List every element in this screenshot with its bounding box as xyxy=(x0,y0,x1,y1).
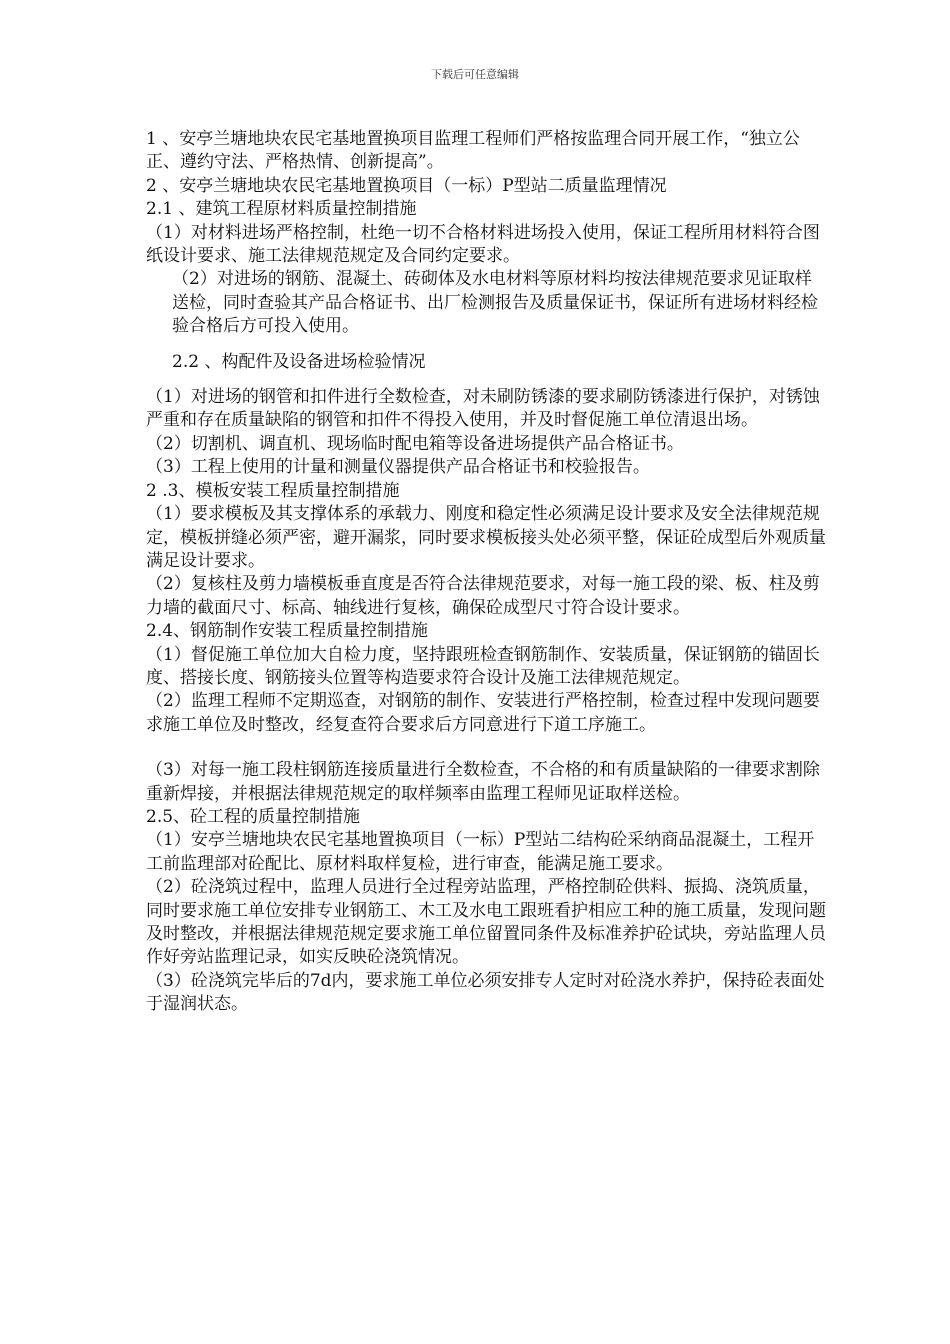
heading-2: 2 、安亭兰塘地块农民宅基地置换项目（一标）P型站二质量监理情况 xyxy=(146,175,667,196)
paragraph-2-2-1: （1）对进场的钢管和扣件进行全数检查，对未刷防锈漆的要求刷防锈漆进行保护，对锈蚀严重和存在质量缺陷的钢管和扣件不得投入使用，并及时督促施工单位清退出场。 xyxy=(146,387,820,431)
paragraph-2-4-3: （3）对每一施工段柱钢筋连接质量进行全数检查，不合格的和有质量缺陷的一律要求割除重新焊接，并根据法律规范规定的取样频率由监理工程师见证取样送检。 xyxy=(146,760,820,804)
paragraph-2-3-2: （2）复核柱及剪力墙模板垂直度是否符合法律规范要求，对每一施工段的梁、板、柱及剪力墙的截面尺寸、标高、轴线进行复核，确保砼成型尺寸符合设计要求。 xyxy=(146,574,820,618)
document-body xyxy=(146,128,826,1017)
paragraph-2-3-1: （1）要求模板及其支撑体系的承载力、刚度和稳定性必须满足设计要求及安全法律规范规定，模板拼缝必须严密，避开漏浆，同时要求模板接头处必须平整，保证砼成型后外观质量满足设计要求。 xyxy=(146,504,826,571)
paragraph-2-5-2: （2）砼浇筑过程中，监理人员进行全过程旁站监理，严格控制砼供料、振捣、浇筑质量，同时要求施工单位安排专业钢筋工、木工及水电工跟班看护相应工种的施工质量，发现问题及时整改，并根据法律规范规定要求施工单位留置同条件及标准养护砼试块，旁站监理人员作好旁站监理记录，如实反映砼浇筑情况。 xyxy=(146,877,826,968)
paragraph-2-5-3: （3）砼浇筑完毕后的7d内，要求施工单位必须安排专人定时对砼浇水养护，保持砼表面处于湿润状态。 xyxy=(146,970,825,1015)
paragraph-2-2-2: （2）切割机、调直机、现场临时配电箱等设备进场提供产品合格证书。 xyxy=(146,433,684,454)
paragraph-2-4-1: （1）督促施工单位加大自检力度，坚持跟班检查钢筋制作、安装质量，保证钢筋的锚固长度、搭接长度、钢筋接头位置等构造要求符合设计及施工法律规范规定。 xyxy=(146,644,820,688)
paragraph-2-1-1: （1）对材料进场严格控制，杜绝一切不合格材料进场投入使用，保证工程所用材料符合图纸设计要求、施工法律规范规定及合同约定要求。 xyxy=(146,222,820,267)
heading-2-4: 2.4、钢筋制作安装工程质量控制措施 xyxy=(146,621,429,642)
heading-2-2: 2.2 、构配件及设备进场检验情况 xyxy=(172,351,426,372)
paragraph-2-4-2: （2）监理工程师不定期巡查，对钢筋的制作、安装进行严格控制，检查过程中发现问题要求施工单位及时整改，经复查符合要求后方同意进行下道工序施工。 xyxy=(146,691,820,735)
paragraph-2-2-3: （3）工程上使用的计量和测量仪器提供产品合格证书和校验报告。 xyxy=(146,457,650,478)
heading-2-3: 2 .3、模板安装工程质量控制措施 xyxy=(146,480,400,501)
paragraph-1: 1 、安亭兰塘地块农民宅基地置换项目监理工程师们严格按监理合同开展工作，“独立公正、遵约守法、严格热情、创新提高”。 xyxy=(146,129,800,173)
paragraph-2-1-2: （2）对进场的钢筋、混凝土、砖砌体及水电材料等原材料均按法律规范要求见证取样送检，同时查验其产品合格证书、出厂检测报告及质量保证书，保证所有进场材料经检验合格后方可投入使用。 xyxy=(172,269,818,337)
heading-2-5: 2.5、砼工程的质量控制措施 xyxy=(146,806,361,827)
paragraph-2-5-1: （1）安亭兰塘地块农民宅基地置换项目（一标）P型站二结构砼采纳商品混凝土，工程开工前监理部对砼配比、原材料取样复检，进行审查，能满足施工要求。 xyxy=(146,830,815,874)
page-header: 下载后可任意编辑 xyxy=(431,68,519,81)
heading-2-1: 2.1 、建筑工程原材料质量控制措施 xyxy=(146,199,417,220)
